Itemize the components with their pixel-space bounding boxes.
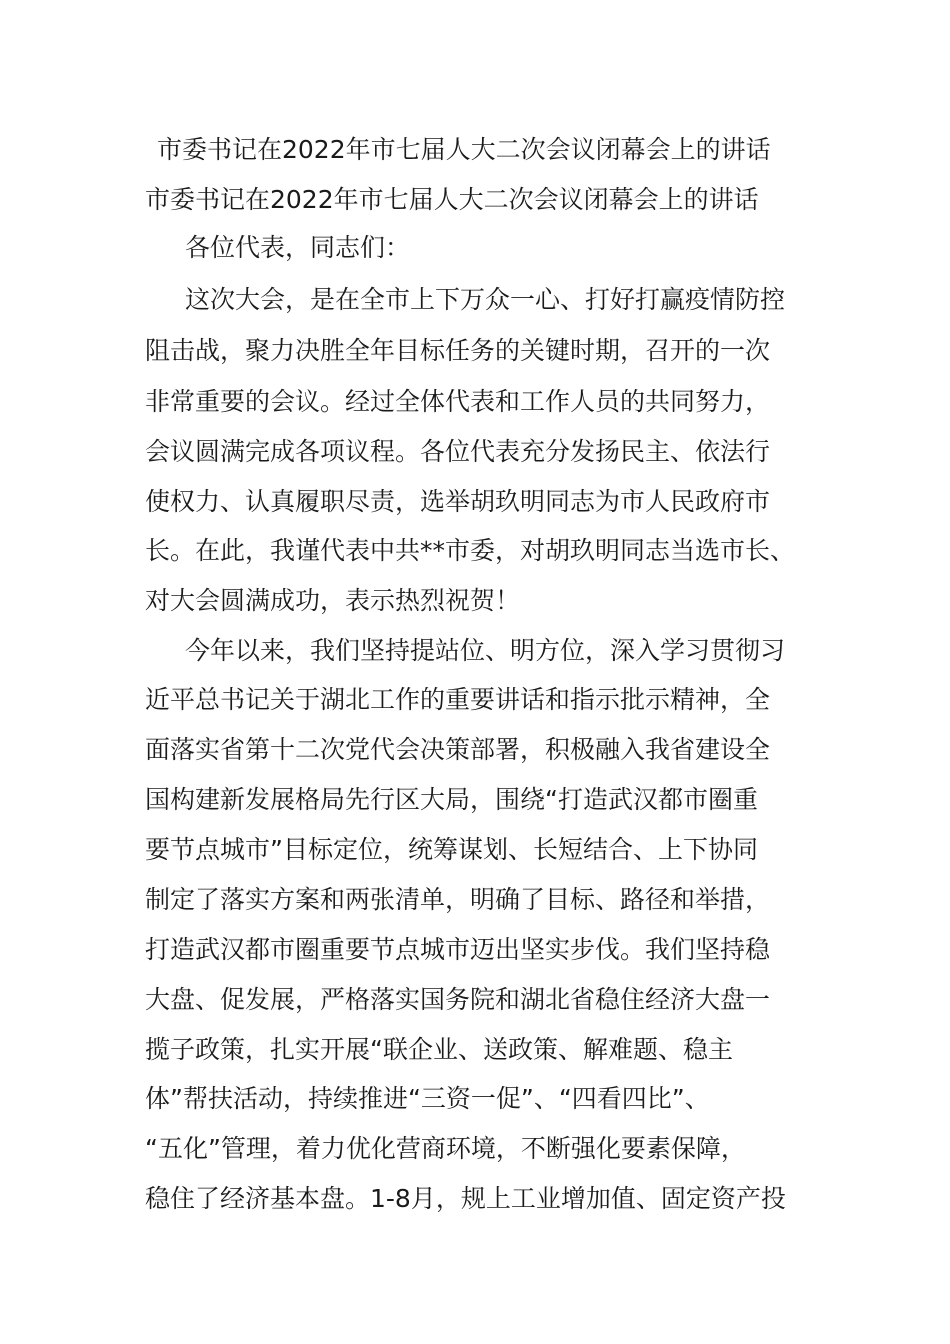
body-line: 会议圆满完成各项议程。各位代表充分发扬民主、依法行	[145, 437, 771, 466]
body-line: 长。在此，我谨代表中共**市委，对胡玖明同志当选市长、	[145, 536, 796, 565]
document-title-1: 市委书记在2022年市七届人大二次会议闭幕会上的讲话	[157, 135, 771, 164]
body-line: 打造武汉都市圈重要节点城市迈出坚实步伐。我们坚持稳	[145, 935, 771, 964]
body-line: 今年以来，我们坚持提站位、明方位，深入学习贯彻习	[185, 636, 786, 665]
body-line: 使权力、认真履职尽责，选举胡玖明同志为市人民政府市	[145, 487, 771, 516]
body-line: 要节点城市”目标定位，统筹谋划、长短结合、上下协同	[145, 835, 758, 864]
body-line: 阻击战，聚力决胜全年目标任务的关键时期，召开的一次	[145, 336, 771, 365]
body-line: 这次大会，是在全市上下万众一心、打好打赢疫情防控	[185, 285, 786, 314]
body-line: 制定了落实方案和两张清单，明确了目标、路径和举措，	[145, 885, 771, 914]
body-line: 揽子政策，扎实开展“联企业、送政策、解难题、稳主	[145, 1035, 733, 1064]
body-line: 近平总书记关于湖北工作的重要讲话和指示批示精神，全	[145, 685, 771, 714]
body-line: 非常重要的会议。经过全体代表和工作人员的共同努力，	[145, 387, 771, 416]
body-line: 稳住了经济基本盘。1-8月，规上工业增加值、固定资产投	[145, 1184, 786, 1213]
body-line: 大盘、促发展，严格落实国务院和湖北省稳住经济大盘一	[145, 985, 771, 1014]
body-line: 对大会圆满成功，表示热烈祝贺！	[145, 586, 521, 615]
body-line: 体”帮扶活动，持续推进“三资一促”、“四看四比”、	[145, 1084, 710, 1113]
greeting-line: 各位代表，同志们：	[185, 233, 411, 262]
document-title-2: 市委书记在2022年市七届人大二次会议闭幕会上的讲话	[145, 185, 759, 214]
body-line: “五化”管理，着力优化营商环境，不断强化要素保障，	[145, 1134, 746, 1163]
body-line: 国构建新发展格局先行区大局，围绕“打造武汉都市圈重	[145, 785, 758, 814]
body-line: 面落实省第十二次党代会决策部署，积极融入我省建设全	[145, 735, 771, 764]
